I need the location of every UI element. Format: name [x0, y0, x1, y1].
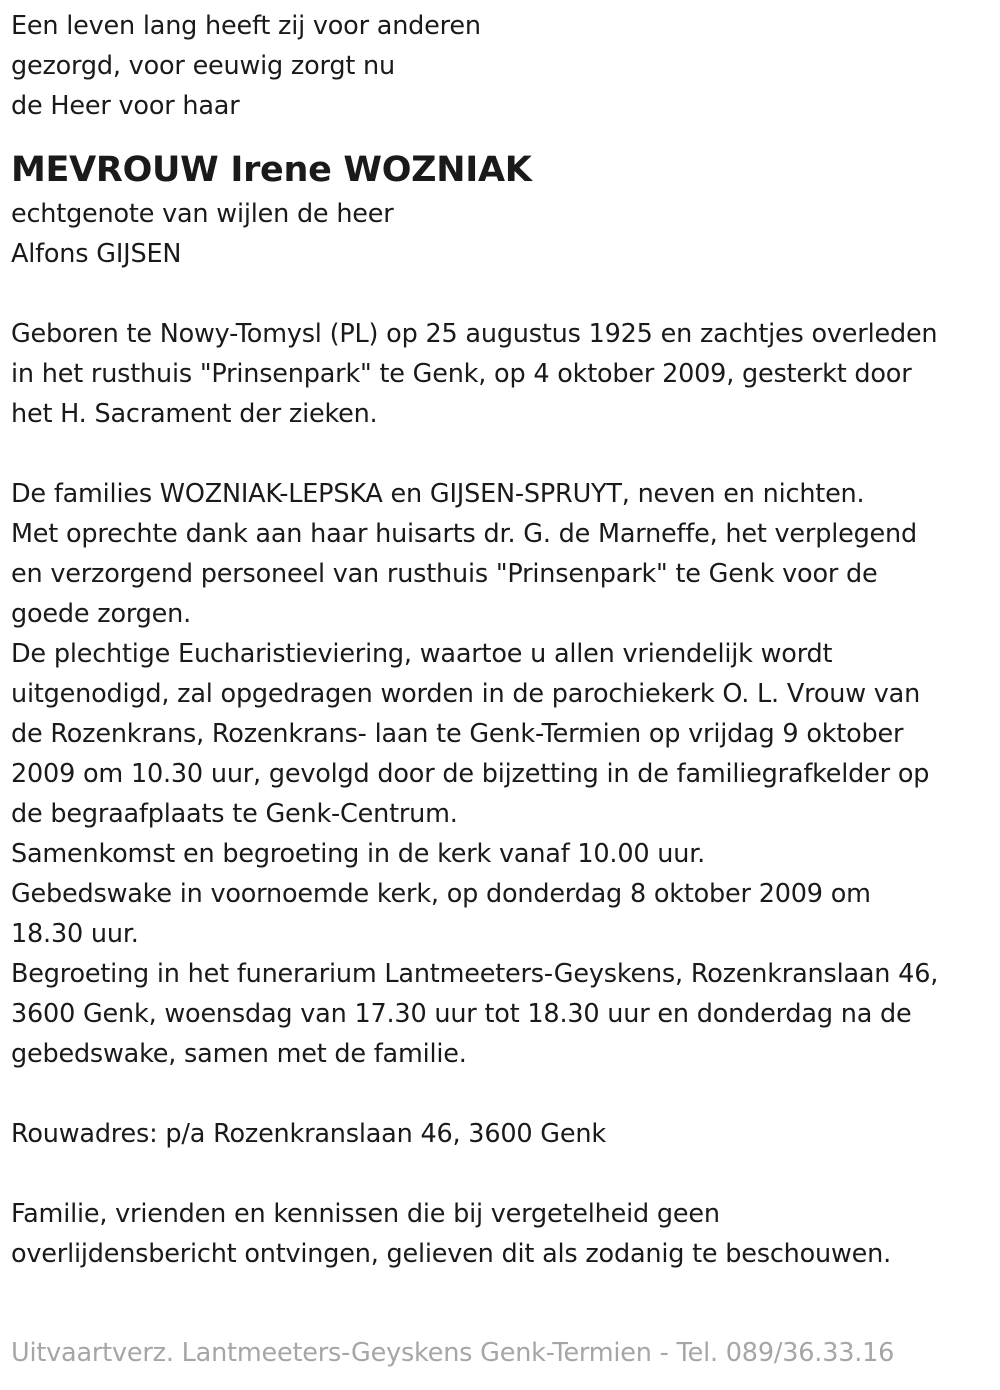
details-line: de begraafplaats te Genk-Centrum. — [11, 799, 458, 829]
details-line: goede zorgen. — [11, 599, 192, 629]
funeral-home-footer: Uitvaartverz. Lantmeeters-Geyskens Genk-Termien - Tel. 089/36.33.16 — [11, 1338, 895, 1368]
details-line: Samenkomst en begroeting in de kerk vanaf 10.00 uur. — [11, 839, 706, 869]
details-line: Met oprechte dank aan haar huisarts dr. G. de Marneffe, het verplegend — [11, 519, 917, 549]
motto-line: gezorgd, voor eeuwig zorgt nu — [11, 51, 395, 81]
details-line: de Rozenkrans, Rozenkrans- laan te Genk-Termien op vrijdag 9 oktober — [11, 719, 904, 749]
birth-death-line: in het rusthuis "Prinsenpark" te Genk, op 4 oktober 2009, gesterkt door — [11, 359, 912, 389]
details-line: 3600 Genk, woensdag van 17.30 uur tot 18.30 uur en donderdag na de — [11, 999, 912, 1029]
details-line: uitgenodigd, zal opgedragen worden in de parochiekerk O. L. Vrouw van — [11, 679, 921, 709]
spacer — [11, 274, 996, 314]
details-line: Gebedswake in voornoemde kerk, op donderdag 8 oktober 2009 om — [11, 879, 871, 909]
spouse-line: echtgenote van wijlen de heer — [11, 199, 394, 229]
birth-death-line: Geboren te Nowy-Tomysl (PL) op 25 augustus 1925 en zachtjes overleden — [11, 319, 938, 349]
spacer — [11, 1074, 996, 1114]
details-line: en verzorgend personeel van rusthuis "Prinsenpark" te Genk voor de — [11, 559, 878, 589]
motto-line: de Heer voor haar — [11, 91, 240, 121]
details-line: 18.30 uur. — [11, 919, 139, 949]
spouse-info — [11, 194, 996, 274]
spouse-line: Alfons GIJSEN — [11, 239, 182, 269]
notice-text — [11, 1194, 996, 1274]
motto-line: Een leven lang heeft zij voor anderen — [11, 11, 481, 41]
mourning-address: Rouwadres: p/a Rozenkranslaan 46, 3600 Genk — [11, 1119, 606, 1149]
motto — [11, 6, 996, 126]
details-line: De families WOZNIAK-LEPSKA en GIJSEN-SPRUYT, neven en nichten. — [11, 479, 865, 509]
details-line: 2009 om 10.30 uur, gevolgd door de bijzetting in de familiegrafkelder op — [11, 759, 930, 789]
spacer — [11, 434, 996, 474]
birth-death-info — [11, 314, 996, 434]
notice-line: overlijdensbericht ontvingen, gelieven dit als zodanig te beschouwen. — [11, 1239, 892, 1269]
obituary-notice — [11, 6, 996, 1274]
birth-death-line: het H. Sacrament der zieken. — [11, 399, 378, 429]
notice-line: Familie, vrienden en kennissen die bij vergetelheid geen — [11, 1199, 720, 1229]
deceased-name: MEVROUW Irene WOZNIAK — [11, 150, 532, 190]
funeral-details — [11, 474, 996, 1074]
details-line: De plechtige Eucharistieviering, waartoe u allen vriendelijk wordt — [11, 639, 833, 669]
details-line: Begroeting in het funerarium Lantmeeters-Geyskens, Rozenkranslaan 46, — [11, 959, 939, 989]
spacer — [11, 1154, 996, 1194]
details-line: gebedswake, samen met de familie. — [11, 1039, 467, 1069]
